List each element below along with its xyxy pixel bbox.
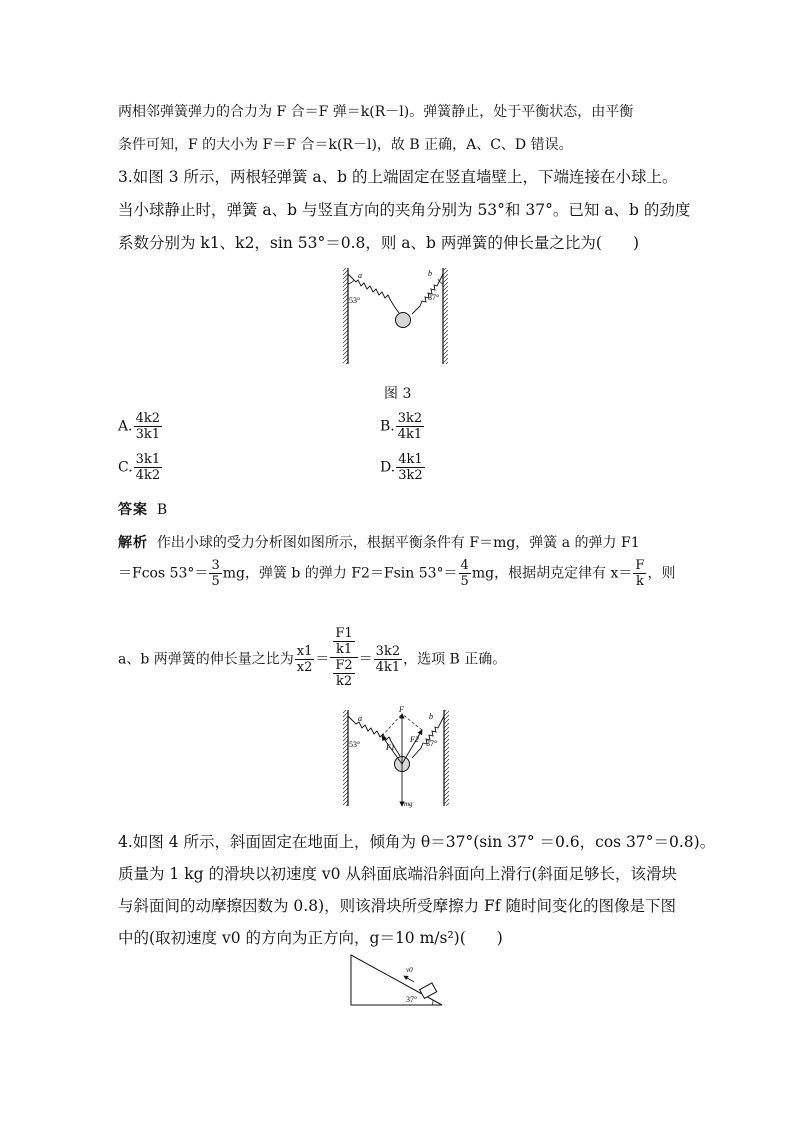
frac-f-k-den: k [635, 574, 644, 589]
answer-label: 答案 [118, 502, 148, 518]
big-frac-f1: F1 [335, 626, 353, 641]
q3-stem-line-1: 3.如图 3 所示，两根轻弹簧 a、b 的上端固定在竖直墙壁上，下端连接在小球上。 [118, 168, 678, 186]
figure-3-springs [336, 266, 456, 366]
big-frac-f2: F2 [335, 658, 353, 673]
option-d[interactable] [380, 452, 426, 483]
figure-3-caption: 图 3 [384, 386, 412, 402]
answer-row [118, 499, 167, 519]
analysis-text-3b: ，选项 B 正确。 [403, 651, 507, 668]
force-label-b: b [429, 712, 433, 721]
figure-force-analysis [338, 706, 458, 808]
force-label-f1: F1 [386, 743, 395, 752]
result-frac-num: 3k2 [375, 644, 401, 659]
option-b[interactable] [380, 411, 425, 442]
fig4-label-v0: v0 [406, 966, 413, 974]
force-label-a: a [358, 714, 362, 723]
option-d-numerator: 4k1 [398, 452, 423, 467]
force-label-f2: F2 [410, 735, 419, 744]
option-c-numerator: 3k1 [135, 452, 161, 467]
frac-f-k-num: F [635, 558, 645, 573]
analysis-text-2a: ＝Fcos 53°＝ [118, 565, 209, 582]
option-c[interactable] [118, 452, 163, 483]
analysis-line-3: a、b 两弹簧的伸长量之比为 $\frac{x1}{x2}$ ＝ $\frac{\frac{F1}{k1}}{\frac{F2}{k2}}$ ＝ $\frac{3k2}{4k1}$ ，选项 B 正确。 [118, 626, 507, 689]
fig3-angle-a: 53° [349, 296, 361, 305]
analysis-line-2 [118, 558, 675, 589]
analysis-text-2b: mg，弹簧 b 的弹力 F2＝Fsin 53°＝ [222, 565, 458, 582]
analysis-label: 解析 [118, 535, 148, 551]
option-c-letter: C. [118, 459, 133, 476]
frac-3-5-den: 5 [211, 574, 220, 589]
frac-4-5-num: 4 [460, 558, 469, 573]
option-a-numerator: 4k2 [135, 411, 160, 426]
ratio-x1: x1 [296, 644, 313, 659]
force-label-f: F [399, 705, 404, 714]
option-d-letter: D. [380, 459, 396, 476]
fig3-angle-b: 37° [428, 293, 440, 302]
q4-stem-line-4: 中的(取初速度 v0 的方向为正方向，g＝10 m/s²)( ) [118, 929, 503, 947]
big-frac-k2: k2 [335, 674, 353, 689]
figure-4-incline [348, 952, 448, 1012]
analysis-line-1 [118, 532, 640, 552]
option-c-denominator: 4k2 [135, 468, 161, 483]
force-angle-a: 53° [349, 740, 361, 749]
analysis-text-2c: mg，根据胡克定律有 x＝ [471, 565, 633, 582]
option-a-denominator: 3k1 [135, 427, 160, 442]
frac-4-5-den: 5 [460, 574, 469, 589]
q4-stem-line-3: 与斜面间的动摩擦因数为 0.8)，则该滑块所受摩擦力 Ff 随时间变化的图像是下图 [118, 897, 676, 915]
option-b-numerator: 3k2 [397, 411, 423, 426]
q3-stem-line-3: 系数分别为 k1、k2，sin 53°＝0.8，则 a、b 两弹簧的伸长量之比为( ) [118, 234, 639, 252]
fig3-label-b: b [428, 269, 432, 278]
force-label-mg: mg [404, 800, 413, 808]
prev-solution-line-1: 两相邻弹簧弹力的合力为 F 合＝F 弹＝k(R－l)。弹簧静止，处于平衡状态，由平衡 [118, 104, 634, 120]
option-b-letter: B. [380, 418, 395, 435]
option-a[interactable] [118, 411, 163, 442]
force-angle-b: 37° [426, 739, 438, 748]
big-frac-k1: k1 [335, 642, 353, 657]
option-d-denominator: 3k2 [398, 468, 423, 483]
analysis-text-1: 作出小球的受力分析图如图所示，根据平衡条件有 F＝mg，弹簧 a 的弹力 F1 [156, 535, 640, 551]
fig3-label-a: a [358, 271, 362, 280]
analysis-text-2d: ，则 [647, 565, 676, 582]
answer-value: B [156, 502, 168, 518]
option-a-letter: A. [118, 418, 133, 435]
result-frac-den: 4k1 [375, 660, 401, 675]
option-b-denominator: 4k1 [397, 427, 423, 442]
fig4-angle: 37° [406, 995, 418, 1004]
q3-stem-line-2: 当小球静止时，弹簧 a、b 与竖直方向的夹角分别为 53°和 37°。已知 a、b 的劲度 [118, 201, 691, 219]
frac-3-5-num: 3 [211, 558, 220, 573]
q4-stem-line-2: 质量为 1 kg 的滑块以初速度 v0 从斜面底端沿斜面向上滑行(斜面足够长，该滑块 [118, 865, 677, 883]
q4-stem-line-1: 4.如图 4 所示，斜面固定在地面上，倾角为 θ＝37°(sin 37° ＝0.6，cos 37°＝0.8)。 [118, 833, 716, 851]
analysis-text-3a: a、b 两弹簧的伸长量之比为 [118, 651, 294, 668]
ratio-x2: x2 [296, 660, 313, 675]
prev-solution-line-2: 条件可知，F 的大小为 F＝F 合＝k(R－l)，故 B 正确，A、C、D 错误。 [118, 137, 573, 153]
